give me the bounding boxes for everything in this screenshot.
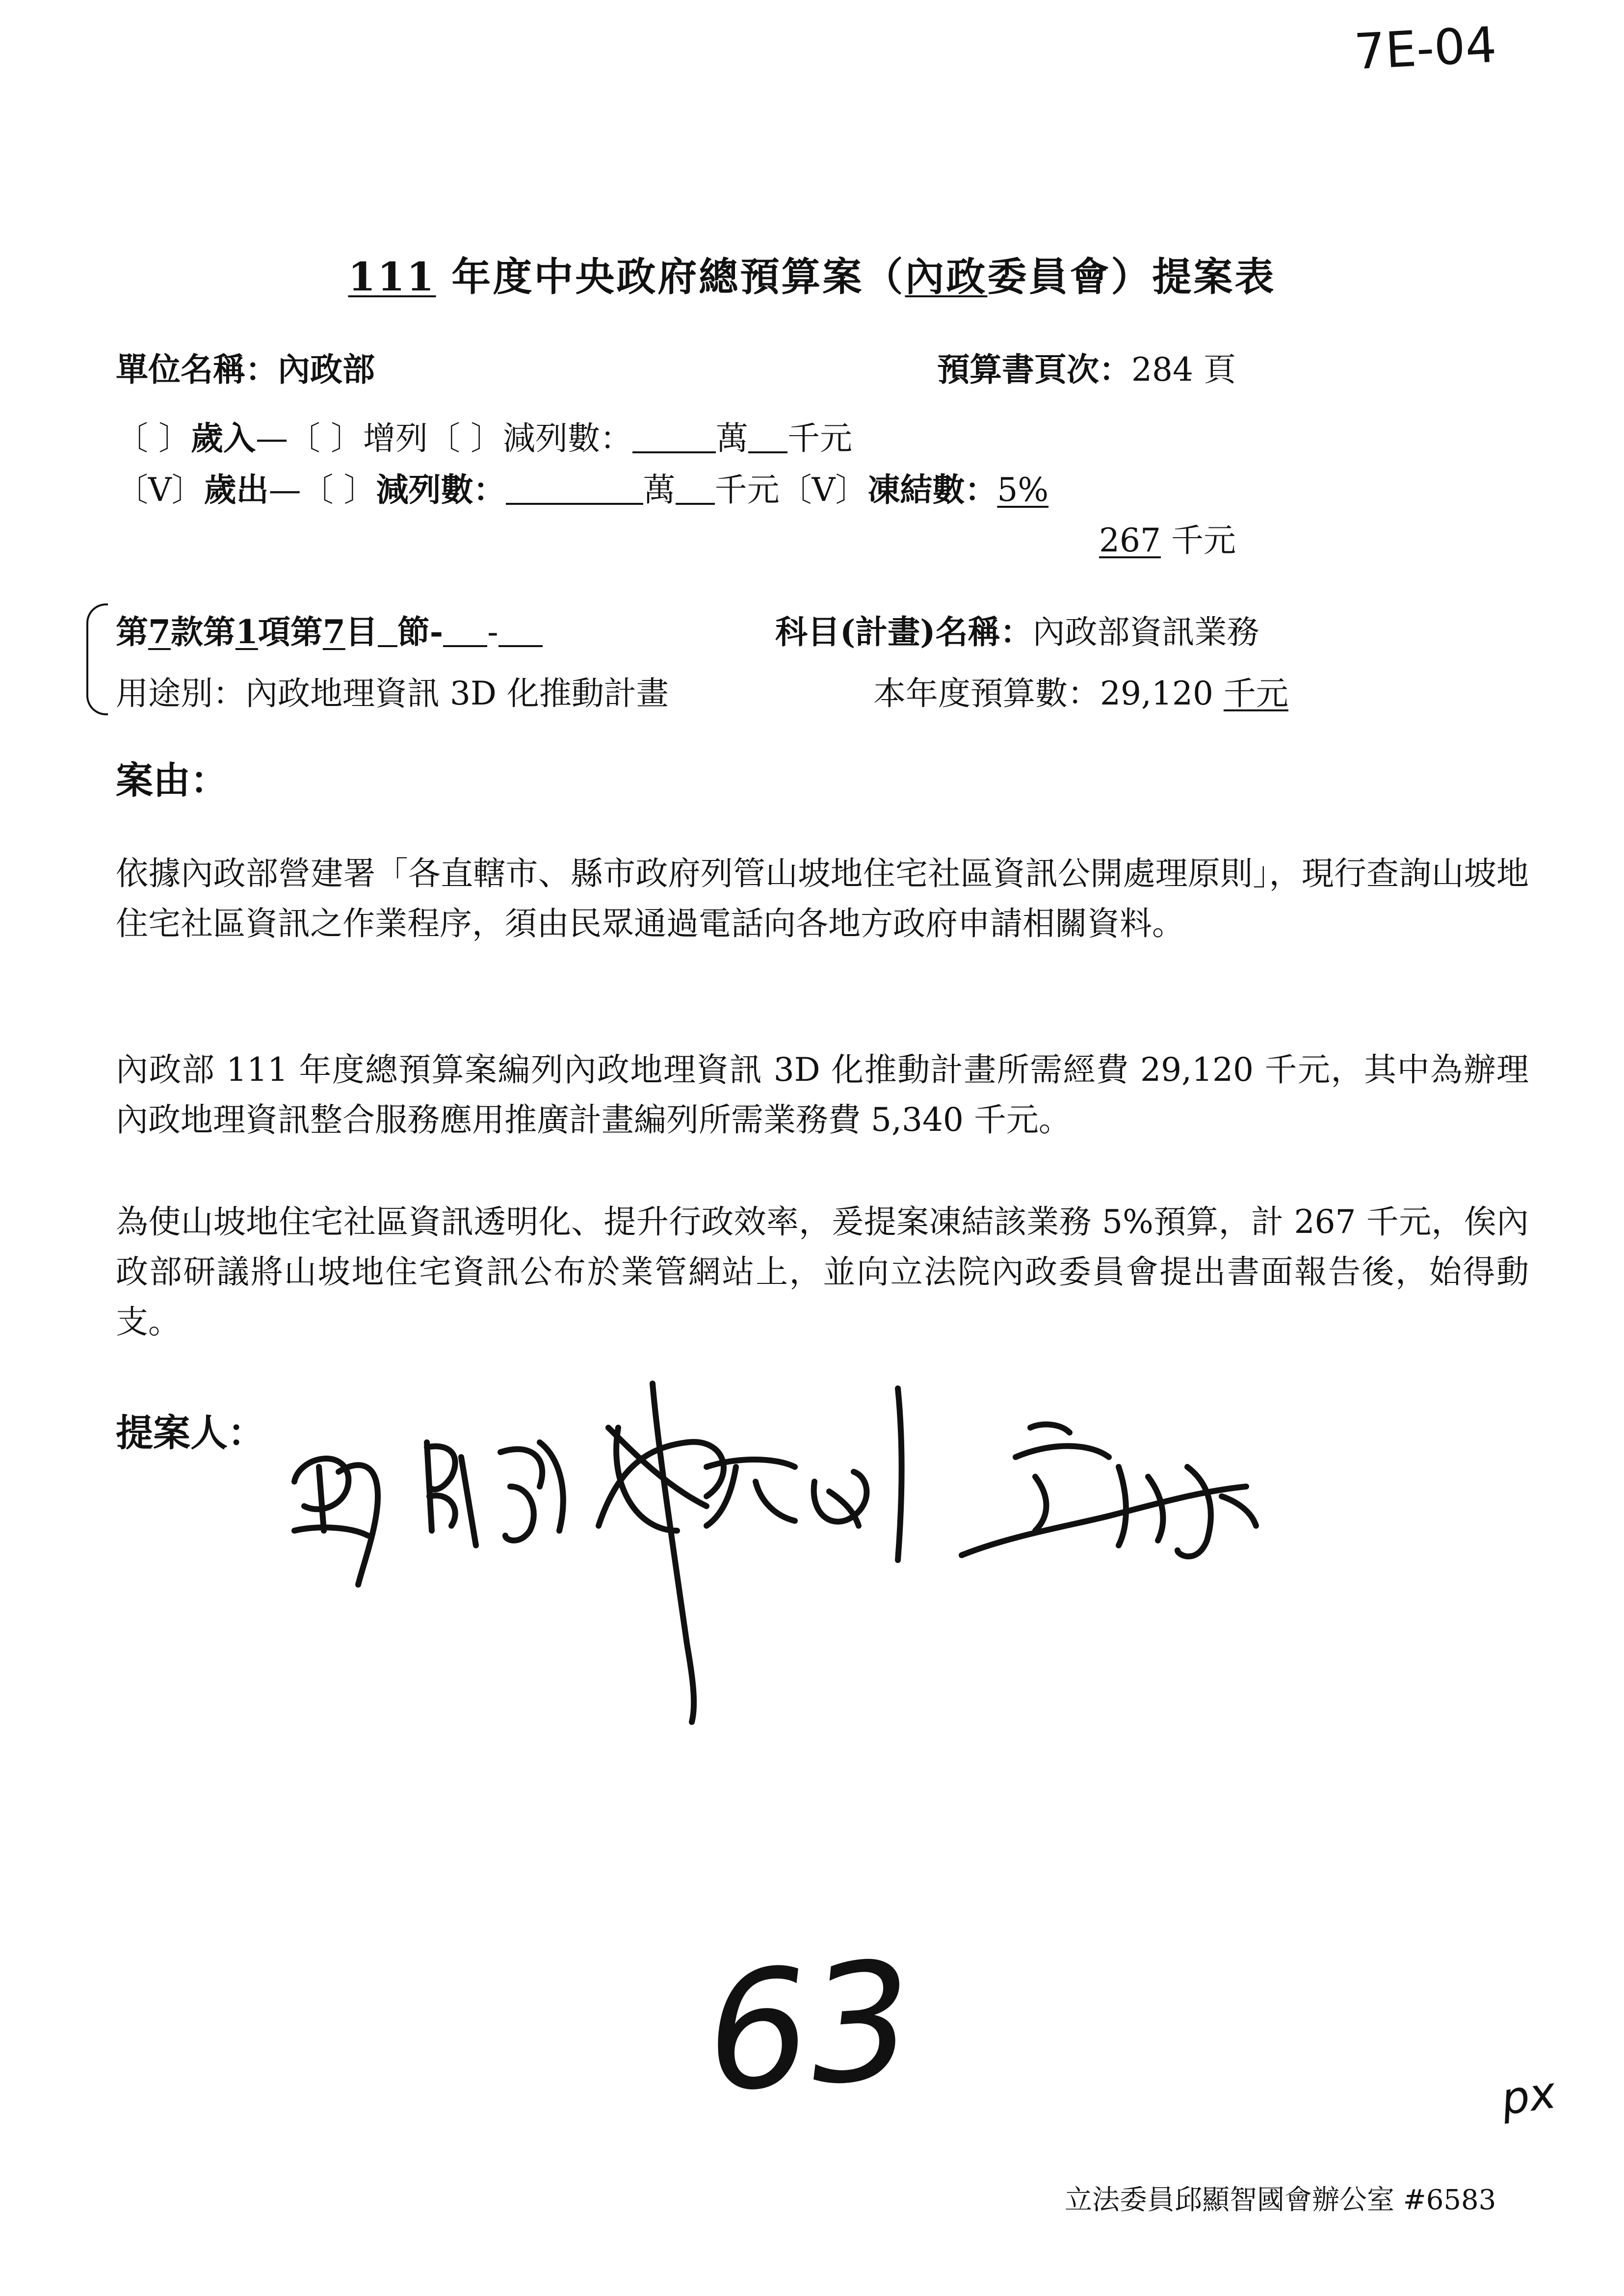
revenue-increase-option: 〔 〕增列 xyxy=(288,419,428,457)
case-paragraph-3: 為使山坡地住宅社區資訊透明化、提升行政效率，爰提案凍結該業務 5%預算，計 267 千元，俟內政部研議將山坡地住宅資訊公布於業管網站上，並向立法院內政委員會提出書面報告後，始得動支。 xyxy=(116,1203,1529,1341)
budget-row xyxy=(873,667,1288,714)
revenue-decrease-option: 〔 〕減列數： xyxy=(427,419,632,457)
handwritten-initials: px xyxy=(1498,2066,1559,2126)
revenue-unit-qian: 千元 xyxy=(787,419,852,457)
expenditure-line xyxy=(116,464,1048,510)
section-text: 節- xyxy=(397,613,444,651)
blank-wan xyxy=(632,419,716,453)
signature-3 xyxy=(962,1424,1256,1556)
title-year: 111 xyxy=(348,254,436,300)
revenue-dash: — xyxy=(255,419,288,457)
signature-1 xyxy=(294,1442,563,1585)
budget-unit: 千元 xyxy=(1223,675,1288,712)
office-footer: 立法委員邱顯智國會辦公室 #6583 xyxy=(1065,2184,1496,2216)
handwritten-signatures xyxy=(265,1369,1295,1771)
page-ref-row xyxy=(937,343,1236,390)
proposer-label: 提案人： xyxy=(116,1411,265,1455)
section-text: - xyxy=(487,613,498,651)
expenditure-checkbox: 〔V〕 xyxy=(116,471,204,509)
case-paragraph-1: 依據內政部營建署「各直轄市、縣市政府列管山坡地住宅社區資訊公開處理原則」，現行查詢山坡地住宅社區資訊之作業程序，須由民眾通過電話向各地方政府申請相關資料。 xyxy=(116,855,1529,942)
subject-row xyxy=(775,606,1259,652)
section-text: 第 xyxy=(116,613,148,651)
freeze-label: 凍結數： xyxy=(867,470,997,509)
blank-jie-1 xyxy=(443,613,487,647)
case-heading: 案由： xyxy=(116,758,228,802)
section-text: 項第 xyxy=(258,613,323,651)
blank-jie-2 xyxy=(498,613,543,647)
freeze-amount-row xyxy=(1099,514,1236,561)
blank-wan xyxy=(506,470,643,505)
revenue-label: 歲入 xyxy=(190,419,256,457)
subject-label: 科目(計畫)名稱： xyxy=(775,613,1033,651)
expenditure-label: 歲出 xyxy=(204,470,269,509)
section-line xyxy=(116,606,543,652)
revenue-checkbox: 〔 〕 xyxy=(116,419,191,457)
budget-label: 本年度預算數： xyxy=(873,675,1100,712)
title-committee: 內政 xyxy=(905,254,988,300)
budget-value: 29,120 xyxy=(1100,675,1224,712)
section-bracket xyxy=(86,603,108,715)
page-value: 284 頁 xyxy=(1131,351,1236,389)
blank-qian xyxy=(676,470,715,505)
expenditure-unit-wan: 萬 xyxy=(643,471,676,509)
handwritten-corner-mark: 7E-04 xyxy=(1353,16,1498,81)
purpose-row xyxy=(116,667,669,714)
section-text: 款第 xyxy=(170,613,236,651)
section-kuan: 7 xyxy=(148,613,171,651)
unit-label: 單位名稱： xyxy=(116,350,278,389)
expenditure-decrease-label: 減列數： xyxy=(376,470,506,509)
revenue-unit-wan: 萬 xyxy=(715,419,748,457)
page-label: 預算書頁次： xyxy=(937,350,1131,389)
title-part1: 年度中央政府總預算案（ xyxy=(436,254,905,300)
purpose-label: 用途別： xyxy=(116,675,245,712)
subject-value: 內政部資訊業務 xyxy=(1032,613,1259,651)
blank-qian xyxy=(748,419,787,453)
signature-2 xyxy=(599,1383,902,1722)
section-xiang: 1 xyxy=(235,613,258,651)
expenditure-dash: — xyxy=(268,471,301,509)
freeze-unit: 千元 xyxy=(1160,522,1236,559)
section-text: 目 xyxy=(345,613,378,651)
expenditure-decrease-box: 〔 〕 xyxy=(301,471,376,509)
section-mu: 7 xyxy=(322,613,345,651)
unit-value: 內政部 xyxy=(278,350,375,389)
freeze-checkbox: 〔V〕 xyxy=(779,471,868,509)
revenue-line xyxy=(116,412,852,459)
case-paragraph-2: 內政部 111 年度總預算案編列內政地理資訊 3D 化推動計畫所需經費 29,120 千元，其中為辦理內政地理資訊整合服務應用推廣計畫編列所需業務費 5,340 千元。 xyxy=(116,1051,1529,1139)
expenditure-unit-qian: 千元 xyxy=(714,471,780,509)
blank-jie xyxy=(378,613,397,647)
document-title xyxy=(0,245,1624,302)
title-part2: 委員會）提案表 xyxy=(987,254,1276,300)
freeze-amount: 267 xyxy=(1099,522,1161,559)
unit-row xyxy=(116,343,375,390)
purpose-value: 內政地理資訊 3D 化推動計畫 xyxy=(245,675,669,712)
handwritten-page-number: 63 xyxy=(700,1926,919,2129)
freeze-percent: 5% xyxy=(997,471,1049,509)
